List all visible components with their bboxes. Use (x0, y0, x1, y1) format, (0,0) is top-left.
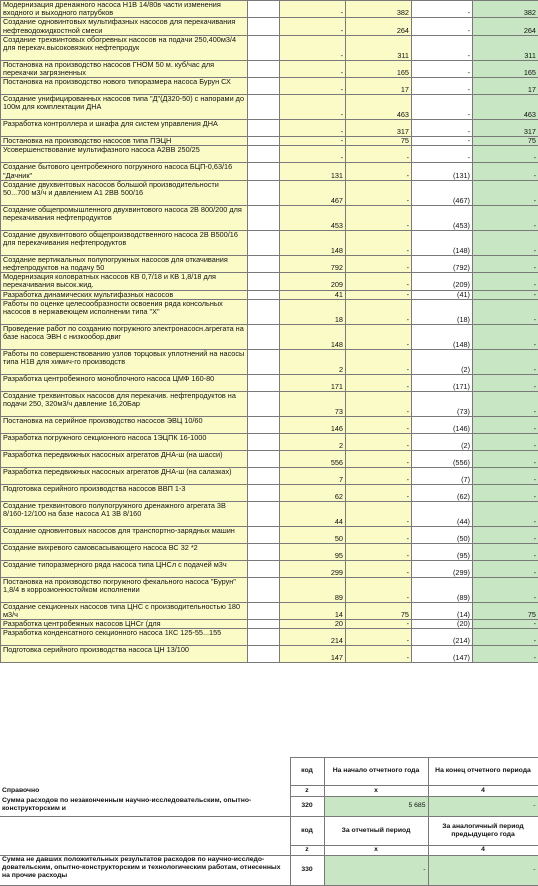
row-name: Постановка на производство насосов ГНОМ 50 м. куб/час для перекачки загрязненных (1, 60, 248, 77)
row-blank (248, 146, 280, 163)
row-name: Модернизация коловратных насосов КВ 0,7/18 и КВ 1,8/18 для перекачивания высок.жид. (1, 273, 248, 290)
row-value-4: - (473, 484, 538, 501)
table-row (1, 560, 538, 577)
z-marker-2: z (290, 846, 324, 856)
row-value-1: 14 (280, 602, 346, 619)
row-blank (248, 137, 280, 146)
row-value-4: - (473, 273, 538, 290)
row-value-1: 41 (280, 290, 346, 299)
row-value-4: 311 (473, 35, 538, 60)
row-value-1: 50 (280, 526, 346, 543)
value-330-period: - (324, 856, 428, 886)
row-value-4: - (473, 230, 538, 255)
row-blank (248, 180, 280, 205)
table-row (1, 120, 538, 137)
row-blank (248, 620, 280, 629)
row-blank (248, 450, 280, 467)
row-value-3: - (412, 18, 473, 35)
row-blank (248, 299, 280, 324)
table-row (1, 467, 538, 484)
row-value-2: - (346, 646, 412, 663)
row-name: Создание одновинтовых мультифазных насосов для перекачивания нефтеводожидкостной смеси (1, 18, 248, 35)
row-value-4: - (473, 290, 538, 299)
row-value-3: (18) (412, 299, 473, 324)
row-value-2: 463 (346, 95, 412, 120)
code-header: код (290, 758, 324, 786)
row-value-1: 2 (280, 349, 346, 374)
table-row (1, 255, 538, 272)
row-name: Разработка передвижных насосных агрегатов ДНА-ш (на шасси) (1, 450, 248, 467)
row-value-2: 317 (346, 120, 412, 137)
row-value-2: - (346, 205, 412, 230)
row-value-2: - (346, 501, 412, 526)
row-value-1: 171 (280, 374, 346, 391)
row-value-3: - (412, 1, 473, 18)
row-blank (248, 324, 280, 349)
row-value-4: - (473, 433, 538, 450)
row-value-3: (20) (412, 620, 473, 629)
row-value-1: 792 (280, 255, 346, 272)
four-marker: 4 (428, 786, 538, 797)
row-name: Создание общепромышленного двухвинтового насоса 2В 800/200 для перекачивания нефтепродуктов (1, 205, 248, 230)
row-value-3: (41) (412, 290, 473, 299)
table-row (1, 629, 538, 646)
row-value-4: - (473, 255, 538, 272)
row-name: Создание вертикальных полупогружных насосов для откачивания нефтепродуктов на подачу 50 (1, 255, 248, 272)
row-blank (248, 95, 280, 120)
row-blank (248, 18, 280, 35)
row-value-2: - (346, 290, 412, 299)
row-value-4: 165 (473, 60, 538, 77)
row-value-4: - (473, 620, 538, 629)
row-name: Создание трехвинтовых обогревных насосов на подачи 250,400м3/4 для перекач.высоковязких нефтепродук (1, 35, 248, 60)
row-name: Постановка на производство погружного фекального насоса "Бурун" 1,8/4 в коррозионностойком исполнении (1, 577, 248, 602)
row-value-2: - (346, 620, 412, 629)
row-value-3: - (412, 120, 473, 137)
row-name: Работы по совершенствованию узлов торцовых уплотнений на насосы типа Н1В для химич-го производств (1, 349, 248, 374)
row-name: Разработка центробежных насосов ЦНСг (для (1, 620, 248, 629)
row-value-2: 382 (346, 1, 412, 18)
row-value-1: 147 (280, 646, 346, 663)
row-blank (248, 60, 280, 77)
row-value-3: (147) (412, 646, 473, 663)
row-value-1: - (280, 1, 346, 18)
row-value-1: 148 (280, 230, 346, 255)
row-blank (248, 273, 280, 290)
row-value-1: - (280, 137, 346, 146)
row-value-4: - (473, 577, 538, 602)
row-value-2: - (346, 163, 412, 180)
row-value-2: - (346, 416, 412, 433)
row-value-1: 453 (280, 205, 346, 230)
row-value-2: - (346, 374, 412, 391)
row-value-1: 7 (280, 467, 346, 484)
code-320: 320 (290, 797, 324, 817)
row-value-2: - (346, 230, 412, 255)
row-value-3: - (412, 146, 473, 163)
row-value-4: - (473, 416, 538, 433)
row-name: Создание двухвинтового общепроизводственного насоса 2В В500/16 для перекачивания нефтепродуктов (1, 230, 248, 255)
table-row (1, 620, 538, 629)
row-value-4: - (473, 391, 538, 416)
row-value-2: - (346, 577, 412, 602)
table-row (1, 180, 538, 205)
row-blank (248, 35, 280, 60)
row-name: Подготовка серийного производства насосов ВВП 1-3 (1, 484, 248, 501)
table-row (1, 324, 538, 349)
row-value-1: 467 (280, 180, 346, 205)
table-row (1, 18, 538, 35)
table-row (1, 137, 538, 146)
row-value-3: (50) (412, 526, 473, 543)
row-name: Разработка конденсатного секционного насоса 1КС 125-55...155 (1, 629, 248, 646)
row-value-3: (214) (412, 629, 473, 646)
row-value-3: (2) (412, 433, 473, 450)
z-marker: z (290, 786, 324, 797)
row-value-4: 317 (473, 120, 538, 137)
x-marker-2: x (324, 846, 428, 856)
row-value-4: - (473, 146, 538, 163)
row-value-3: (73) (412, 391, 473, 416)
row-value-3: (453) (412, 205, 473, 230)
row-name: Создание бытового центробежного погружного насоса БЦП-0,63/16 "Дачник" (1, 163, 248, 180)
row-blank (248, 120, 280, 137)
row-value-1: - (280, 95, 346, 120)
row-blank (248, 467, 280, 484)
table-row (1, 501, 538, 526)
row-value-4: - (473, 349, 538, 374)
row-value-4: 463 (473, 95, 538, 120)
row-value-2: - (346, 146, 412, 163)
row-name: Постановка на производство насосов типа ПЭЦН (1, 137, 248, 146)
row-value-3: (209) (412, 273, 473, 290)
row-value-1: - (280, 120, 346, 137)
row-value-2: - (346, 526, 412, 543)
row-value-2: - (346, 543, 412, 560)
row-value-2: 311 (346, 35, 412, 60)
row-value-3: - (412, 78, 473, 95)
code-330: 330 (290, 856, 324, 886)
table-row (1, 484, 538, 501)
row-value-2: - (346, 299, 412, 324)
row-value-3: (44) (412, 501, 473, 526)
row-blank (248, 1, 280, 18)
row-value-4: 75 (473, 602, 538, 619)
row-name: Разработка динамических мультифазных насосов (1, 290, 248, 299)
row-value-4: - (473, 163, 538, 180)
four-marker-2: 4 (428, 846, 538, 856)
row-value-4: - (473, 374, 538, 391)
row-value-1: 214 (280, 629, 346, 646)
unfinished-rnd-label: Сумма расходов по незаконченным научно-исследовательским, опытно-конструкторским и (0, 797, 290, 817)
table-row (1, 290, 538, 299)
row-blank (248, 560, 280, 577)
row-value-3: - (412, 35, 473, 60)
row-value-3: - (412, 60, 473, 77)
row-name: Разработка погружного секционного насоса 1ЭЦПК 16-1000 (1, 433, 248, 450)
row-value-4: 75 (473, 137, 538, 146)
table-row (1, 526, 538, 543)
row-value-3: (148) (412, 324, 473, 349)
row-name: Разработка центробежного моноблочного насоса ЦМФ 160-80 (1, 374, 248, 391)
row-value-4: - (473, 543, 538, 560)
row-value-1: - (280, 60, 346, 77)
row-value-3: (95) (412, 543, 473, 560)
table-row (1, 146, 538, 163)
row-name: Создание одновинтовых насосов для транспортно-зарядных машин (1, 526, 248, 543)
x-marker: x (324, 786, 428, 797)
row-value-3: (171) (412, 374, 473, 391)
value-320-end: - (428, 797, 538, 817)
row-blank (248, 416, 280, 433)
row-value-1: 62 (280, 484, 346, 501)
table-row (1, 1, 538, 18)
row-name: Создание вихревого самовсасывающего насоса ВС 32 *2 (1, 543, 248, 560)
table-row (1, 349, 538, 374)
row-value-1: 18 (280, 299, 346, 324)
row-value-2: - (346, 180, 412, 205)
row-value-4: - (473, 501, 538, 526)
row-name: Модернизация дренажного насоса Н1В 14/80в части изменения входного и выходного патрубков (1, 1, 248, 18)
table-row (1, 450, 538, 467)
table-row (1, 374, 538, 391)
row-value-1: 73 (280, 391, 346, 416)
row-value-3: (62) (412, 484, 473, 501)
table-row (1, 433, 538, 450)
row-value-4: 264 (473, 18, 538, 35)
row-value-4: - (473, 467, 538, 484)
row-value-1: 131 (280, 163, 346, 180)
reference-table (0, 757, 538, 886)
row-blank (248, 646, 280, 663)
row-name: Создание трехвинтового полупогружного дренажного агрегата 3В 8/160-12/100 на базе насоса А1 3В 8/160 (1, 501, 248, 526)
code-header-2: код (290, 817, 324, 846)
row-value-4: - (473, 646, 538, 663)
row-value-3: (7) (412, 467, 473, 484)
row-value-4: - (473, 205, 538, 230)
row-value-2: - (346, 484, 412, 501)
row-value-1: 556 (280, 450, 346, 467)
table-row (1, 205, 538, 230)
value-320-start: 5 685 (324, 797, 428, 817)
row-value-2: - (346, 433, 412, 450)
row-blank (248, 163, 280, 180)
row-value-3: - (412, 137, 473, 146)
table-row (1, 577, 538, 602)
row-value-2: - (346, 324, 412, 349)
row-blank (248, 391, 280, 416)
table-row (1, 78, 538, 95)
row-name: Создание двухвинтовых насосов большой производительности 50...700 м3/ч и давлением А1 2ВВ 500/16 (1, 180, 248, 205)
row-value-1: 20 (280, 620, 346, 629)
blank-cell-3 (0, 846, 290, 856)
row-value-2: 264 (346, 18, 412, 35)
prev-period-header: За аналогичный период предыдущего года (428, 817, 538, 846)
row-name: Постановка на производство нового типоразмера насоса Бурун СХ (1, 78, 248, 95)
row-value-4: - (473, 560, 538, 577)
row-value-3: - (412, 95, 473, 120)
end-of-period-header: На конец отчетного периода (428, 758, 538, 786)
row-value-2: - (346, 349, 412, 374)
row-value-2: 75 (346, 602, 412, 619)
row-value-4: - (473, 526, 538, 543)
table-row (1, 35, 538, 60)
row-name: Усовершенствование мультифазного насоса А2ВВ 250/25 (1, 146, 248, 163)
negative-rnd-label: Сумма не давших положительных результатов расходов по научно-исследо-довательским, опытно-конструкторским и технологическим работам, отнесенных на прочие расходы (0, 856, 290, 886)
row-name: Проведение работ по созданию погружного электронасосн.агрегата на базе насоса ЭВН с низкообор.двиг (1, 324, 248, 349)
row-value-2: - (346, 391, 412, 416)
row-value-1: 44 (280, 501, 346, 526)
row-value-1: - (280, 78, 346, 95)
row-value-2: 165 (346, 60, 412, 77)
row-blank (248, 230, 280, 255)
row-name: Создание типоразмерного ряда насоса типа ЦНСл с подачей м3ч (1, 560, 248, 577)
table-row (1, 391, 538, 416)
row-value-4: 382 (473, 1, 538, 18)
row-blank (248, 629, 280, 646)
row-value-1: 95 (280, 543, 346, 560)
row-value-1: 89 (280, 577, 346, 602)
table-row (1, 95, 538, 120)
row-value-4: - (473, 299, 538, 324)
row-value-3: (146) (412, 416, 473, 433)
row-value-4: - (473, 450, 538, 467)
row-blank (248, 374, 280, 391)
row-blank (248, 433, 280, 450)
row-name: Создание секционных насосов типа ЦНС с производительностью 180 м3/ч (1, 602, 248, 619)
row-value-3: (792) (412, 255, 473, 272)
row-blank (248, 543, 280, 560)
row-blank (248, 577, 280, 602)
row-value-1: - (280, 35, 346, 60)
row-name: Создание унифицированных насосов типа "Д"(Д320-50) с напорами до 100м для комплектации ДНА (1, 95, 248, 120)
start-of-year-header: На начало отчетного года (324, 758, 428, 786)
row-name: Разработка передвижных насосных агрегатов ДНА-ш (на салазках) (1, 467, 248, 484)
row-blank (248, 78, 280, 95)
table-row (1, 543, 538, 560)
row-value-1: 299 (280, 560, 346, 577)
row-value-3: (14) (412, 602, 473, 619)
row-value-2: 17 (346, 78, 412, 95)
row-value-1: 148 (280, 324, 346, 349)
row-value-2: - (346, 467, 412, 484)
row-value-4: - (473, 629, 538, 646)
row-value-2: - (346, 629, 412, 646)
row-value-2: 75 (346, 137, 412, 146)
row-value-2: - (346, 560, 412, 577)
row-name: Работы по оценке целесообразности освоения ряда консольных насосов в нержавеющем исполнении типа "Х" (1, 299, 248, 324)
row-value-1: - (280, 18, 346, 35)
row-value-2: - (346, 450, 412, 467)
row-blank (248, 205, 280, 230)
row-value-4: - (473, 324, 538, 349)
row-name: Разработка контроллера и шкафа для систем управления ДНА (1, 120, 248, 137)
row-name: Постановка на серийное производство насосов ЭВЦ 10/60 (1, 416, 248, 433)
row-name: Подготовка серийного производства насоса ЦН 13/100 (1, 646, 248, 663)
period-header: За отчетный период (324, 817, 428, 846)
row-value-2: - (346, 273, 412, 290)
blank-cell (0, 758, 290, 786)
row-blank (248, 484, 280, 501)
row-value-1: 146 (280, 416, 346, 433)
table-row (1, 230, 538, 255)
row-blank (248, 349, 280, 374)
row-blank (248, 290, 280, 299)
row-value-2: - (346, 255, 412, 272)
table-row (1, 416, 538, 433)
blank-cell-2 (0, 817, 290, 846)
row-value-3: (2) (412, 349, 473, 374)
row-value-1: - (280, 146, 346, 163)
row-value-3: (299) (412, 560, 473, 577)
row-value-3: (467) (412, 180, 473, 205)
row-value-4: 17 (473, 78, 538, 95)
reference-label: Справочно (0, 786, 290, 797)
row-value-3: (131) (412, 163, 473, 180)
table-row (1, 299, 538, 324)
table-row (1, 602, 538, 619)
table-row (1, 163, 538, 180)
row-name: Создание трехвинтовых насосов для перекачив. нефтепродуктов на подачи 250, 320м3/ч давление 16,20Бар (1, 391, 248, 416)
row-blank (248, 255, 280, 272)
row-value-3: (89) (412, 577, 473, 602)
row-blank (248, 501, 280, 526)
row-value-1: 209 (280, 273, 346, 290)
row-blank (248, 602, 280, 619)
row-value-4: - (473, 180, 538, 205)
table-row (1, 60, 538, 77)
row-blank (248, 526, 280, 543)
value-330-prev: - (428, 856, 538, 886)
row-value-3: (556) (412, 450, 473, 467)
row-value-1: 2 (280, 433, 346, 450)
row-value-3: (148) (412, 230, 473, 255)
table-row (1, 273, 538, 290)
table-row (1, 646, 538, 663)
